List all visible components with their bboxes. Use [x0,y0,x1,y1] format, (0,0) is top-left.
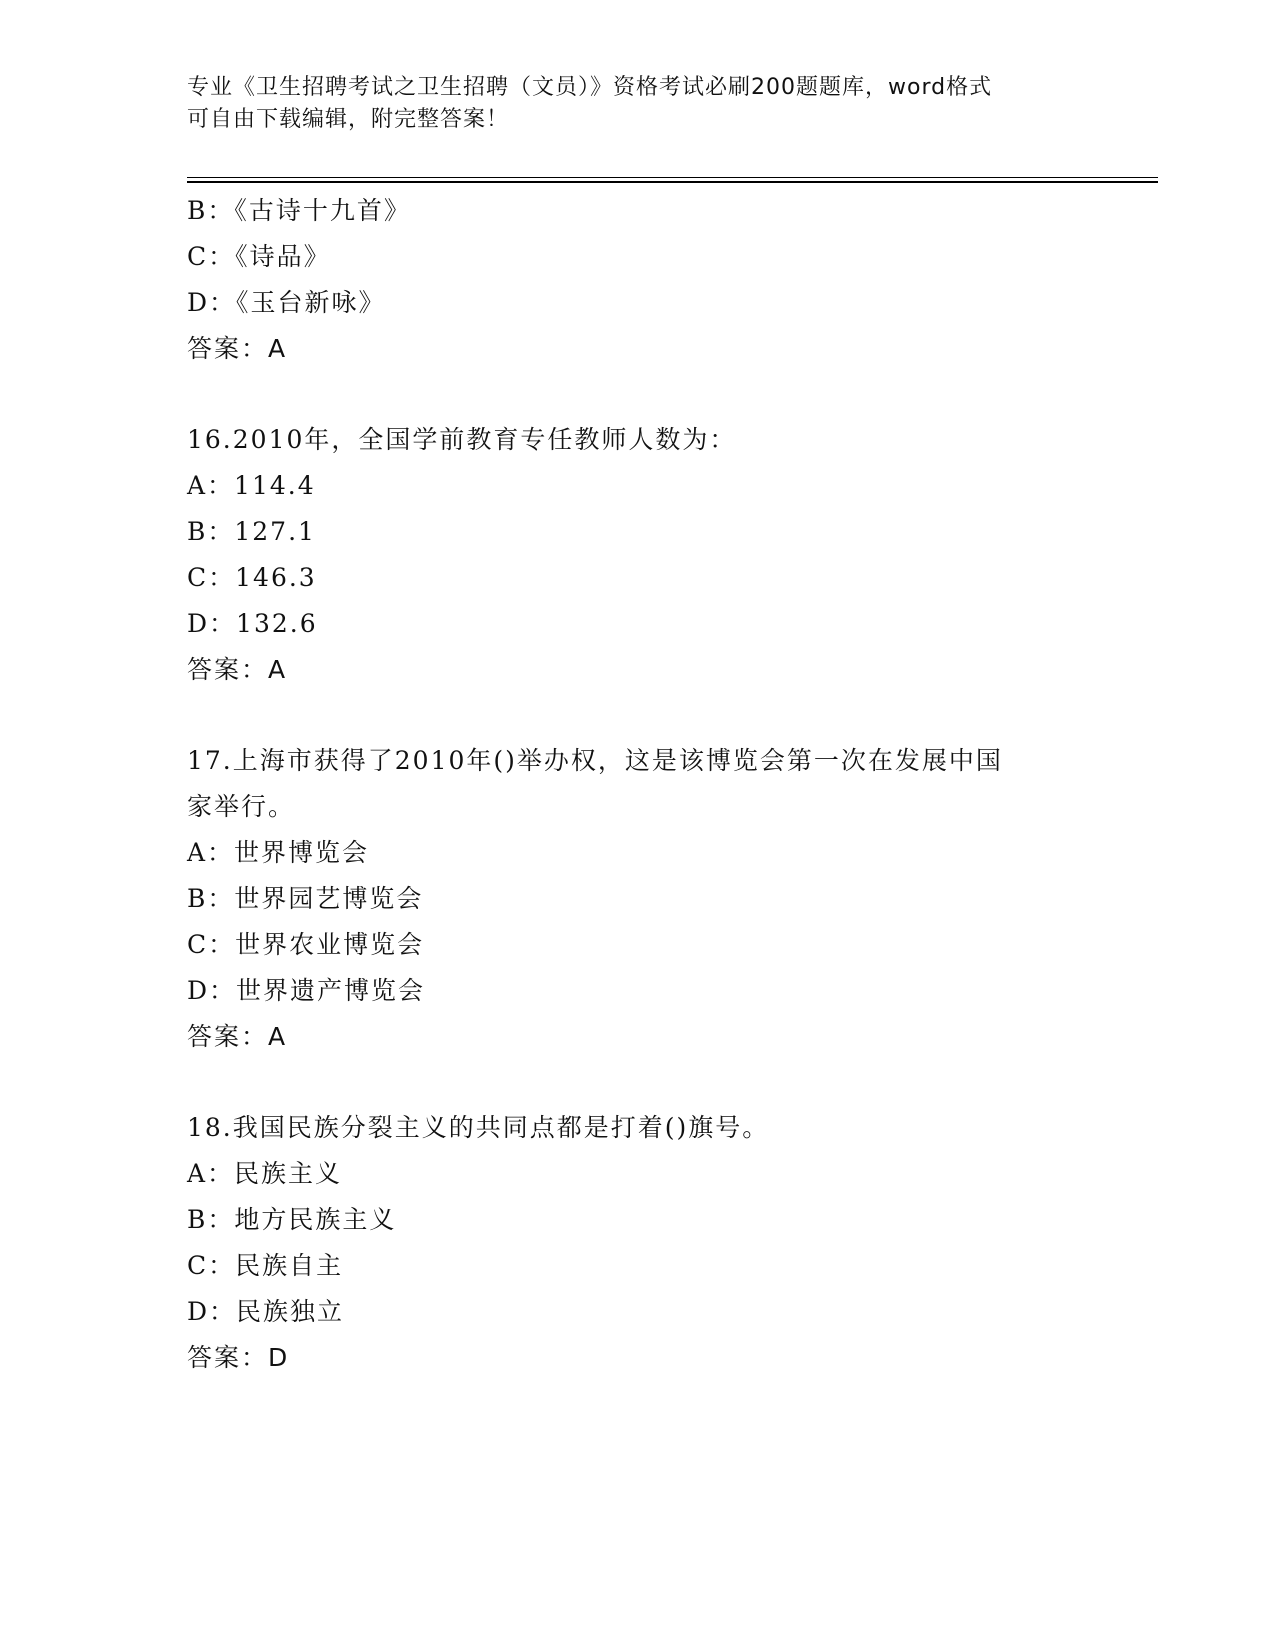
answer-line: 答案：A [187,655,288,684]
header-line-2: 可自由下载编辑，附完整答案！ [187,107,510,132]
option-d: D：《玉台新咏》 [187,288,386,317]
question-stem: 18.我国民族分裂主义的共同点都是打着()旗号。 [187,1113,770,1142]
question-17-block [187,738,1087,1060]
question-stem: 16.2010年，全国学前教育专任教师人数为： [187,425,737,454]
option-d: D：132.6 [187,609,318,638]
spacer [187,372,1087,417]
header-rule-thick [187,181,1158,183]
option-c: C：民族自主 [187,1251,344,1280]
option-d: D：世界遗产博览会 [187,976,426,1005]
question-18-block [187,1105,1087,1381]
question-stem-continued: 家举行。 [187,792,296,821]
answer-line: 答案：A [187,1022,288,1051]
document-header [187,72,1067,136]
option-a: A：民族主义 [187,1159,343,1188]
option-b: B：127.1 [187,517,316,546]
header-line-1: 专业《卫生招聘考试之卫生招聘（文员）》资格考试必刷200题题库，word格式 [187,75,993,100]
spacer [187,693,1087,738]
answer-line: 答案：D [187,1343,290,1372]
option-b: B：地方民族主义 [187,1205,397,1234]
option-a: A：114.4 [187,471,316,500]
option-b: B：《古诗十九首》 [187,196,411,225]
question-16-block [187,417,1087,693]
option-d: D：民族独立 [187,1297,345,1326]
answer-line: 答案：A [187,334,288,363]
question-stem: 17.上海市获得了2010年()举办权，这是该博览会第一次在发展中国 [187,746,1003,775]
previous-question-block [187,188,1087,372]
option-a: A：世界博览会 [187,838,370,867]
option-c: C：146.3 [187,563,317,592]
option-c: C：世界农业博览会 [187,930,425,959]
option-b: B：世界园艺博览会 [187,884,424,913]
option-c: C：《诗品》 [187,242,331,271]
header-rule-thin [187,177,1158,178]
spacer [187,1060,1087,1105]
question-content [187,188,1087,1381]
